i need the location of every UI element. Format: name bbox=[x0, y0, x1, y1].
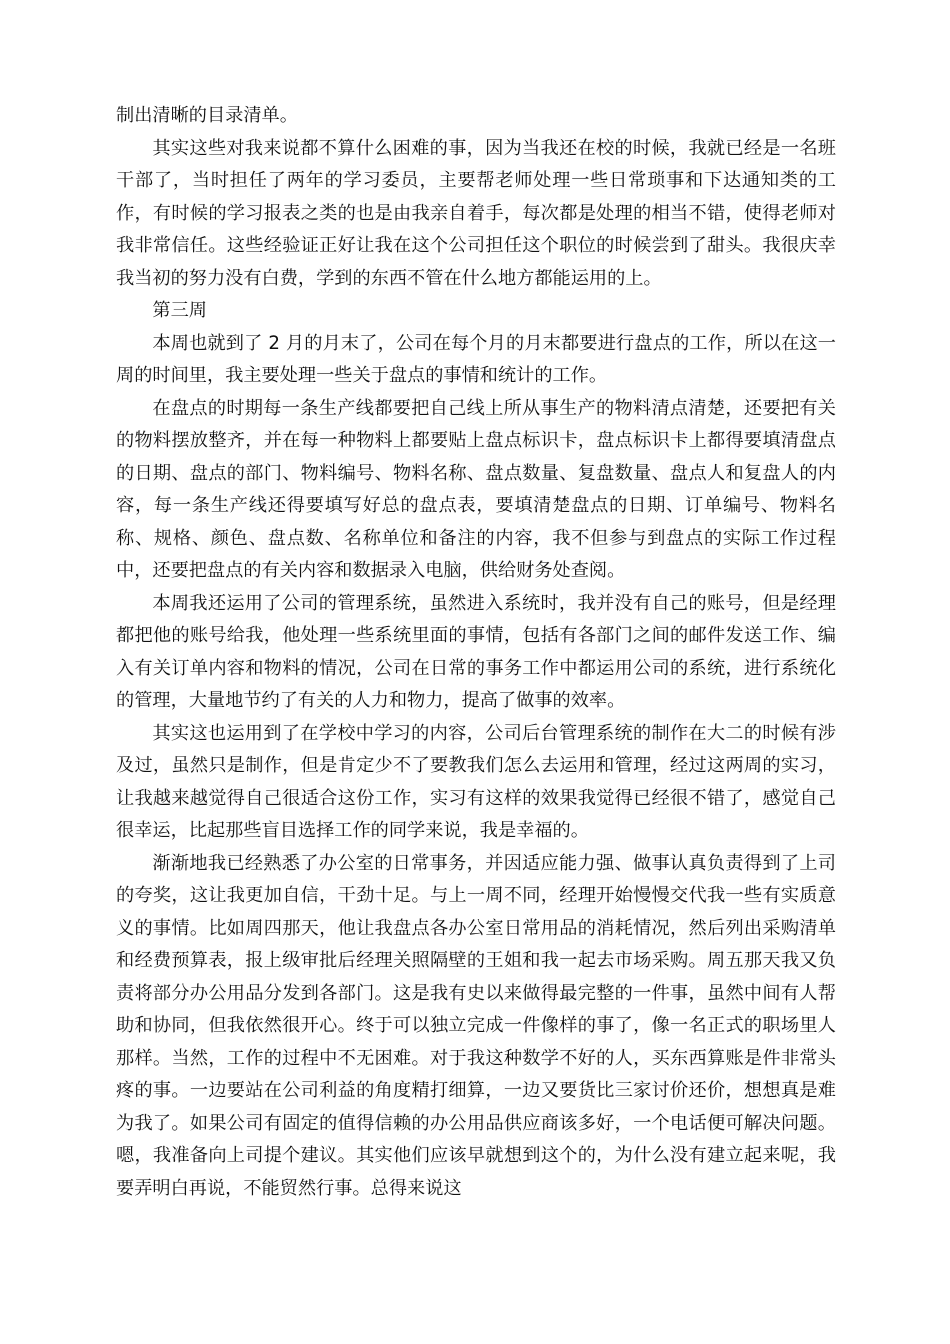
paragraph-month-end-inventory: 本周也就到了 2 月的月末了，公司在每个月的月末都要进行盘点的工作，所以在这一周的时间里，我主要处理一些关于盘点的事情和统计的工作。 bbox=[116, 332, 836, 386]
paragraph-office-affairs: 渐渐地我已经熟悉了办公室的日常事务，并因适应能力强、做事认真负责得到了上司的夸奖，这让我更加自信，干劲十足。与上一周不同，经理开始慢慢交代我一些有实质意义的事情。比如周四那天，他让我盘点各办公室日常用品的消耗情况，然后列出采购清单和经费预算表，报上级审批后经理关照隔壁的王姐和我一起去市场采购。周五那天我又负责将部分办公用品分发到各部门。这是我有史以来做得最完整的一件事，虽然中间有人帮助和协同，但我依然很开心。终于可以独立完成一件像样的事了，像一名正式的职场里人那样。当然，工作的过程中不无困难。对于我这种数学不好的人，买东西算账是件非常头疼的事。一边要站在公司利益的角度精打细算，一边又要货比三家讨价还价，想想真是难为我了。如果公司有固定的值得信赖的办公用品供应商该多好，一个电话便可解决问题。嗯，我准备向上司提个建议。其实他们应该早就想到这个的，为什么没有建立起来呢，我要弄明白再说，不能贸然行事。总得来说这 bbox=[116, 852, 836, 1199]
paragraph-inventory-process: 在盘点的时期每一条生产线都要把自己线上所从事生产的物料清点清楚，还要把有关的物料摆放整齐，并在每一种物料上都要贴上盘点标识卡，盘点标识卡上都得要填清盘点的日期、盘点的部门、物料编号、物料名称、盘点数量、复盘数量、盘点人和复盘人的内容，每一条生产线还得要填写好总的盘点表，要填清楚盘点的日期、订单编号、物料名称、规格、颜色、盘点数、名称单位和备注的内容，我不但参与到盘点的实际工作过程中，还要把盘点的有关内容和数据录入电脑，供给财务处查阅。 bbox=[116, 397, 836, 581]
paragraph-continuation: 制出清晰的目录清单。 bbox=[116, 105, 298, 126]
document-body bbox=[116, 100, 836, 1205]
paragraph-management-system: 本周我还运用了公司的管理系统，虽然进入系统时，我并没有自己的账号，但是经理都把他的账号给我，他处理一些系统里面的事情，包括有各部门之间的邮件发送工作、编入有关订单内容和物料的情况，公司在日常的事务工作中都运用公司的系统，进行系统化的管理，大量地节约了有关的人力和物力，提高了做事的效率。 bbox=[116, 592, 836, 711]
paragraph-school-learning: 其实这也运用到了在学校中学习的内容，公司后台管理系统的制作在大二的时候有涉及过，虽然只是制作，但是肯定少不了要教我们怎么去运用和管理，经过这两周的实习，让我越来越觉得自己很适合这份工作，实习有这样的效果我觉得已经很不错了，感觉自己很幸运，比起那些盲目选择工作的同学来说，我是幸福的。 bbox=[116, 722, 836, 841]
paragraph-class-cadre-experience: 其实这些对我来说都不算什么困难的事，因为当我还在校的时候，我就已经是一名班干部了，当时担任了两年的学习委员，主要帮老师处理一些日常琐事和下达通知类的工作，有时候的学习报表之类的也是由我亲自着手，每次都是处理的相当不错，使得老师对我非常信任。这些经验证正好让我在这个公司担任这个职位的时候尝到了甜头。我很庆幸我当初的努力没有白费，学到的东西不管在什么地方都能运用的上。 bbox=[116, 137, 836, 289]
section-heading-week-three: 第三周 bbox=[152, 300, 207, 321]
